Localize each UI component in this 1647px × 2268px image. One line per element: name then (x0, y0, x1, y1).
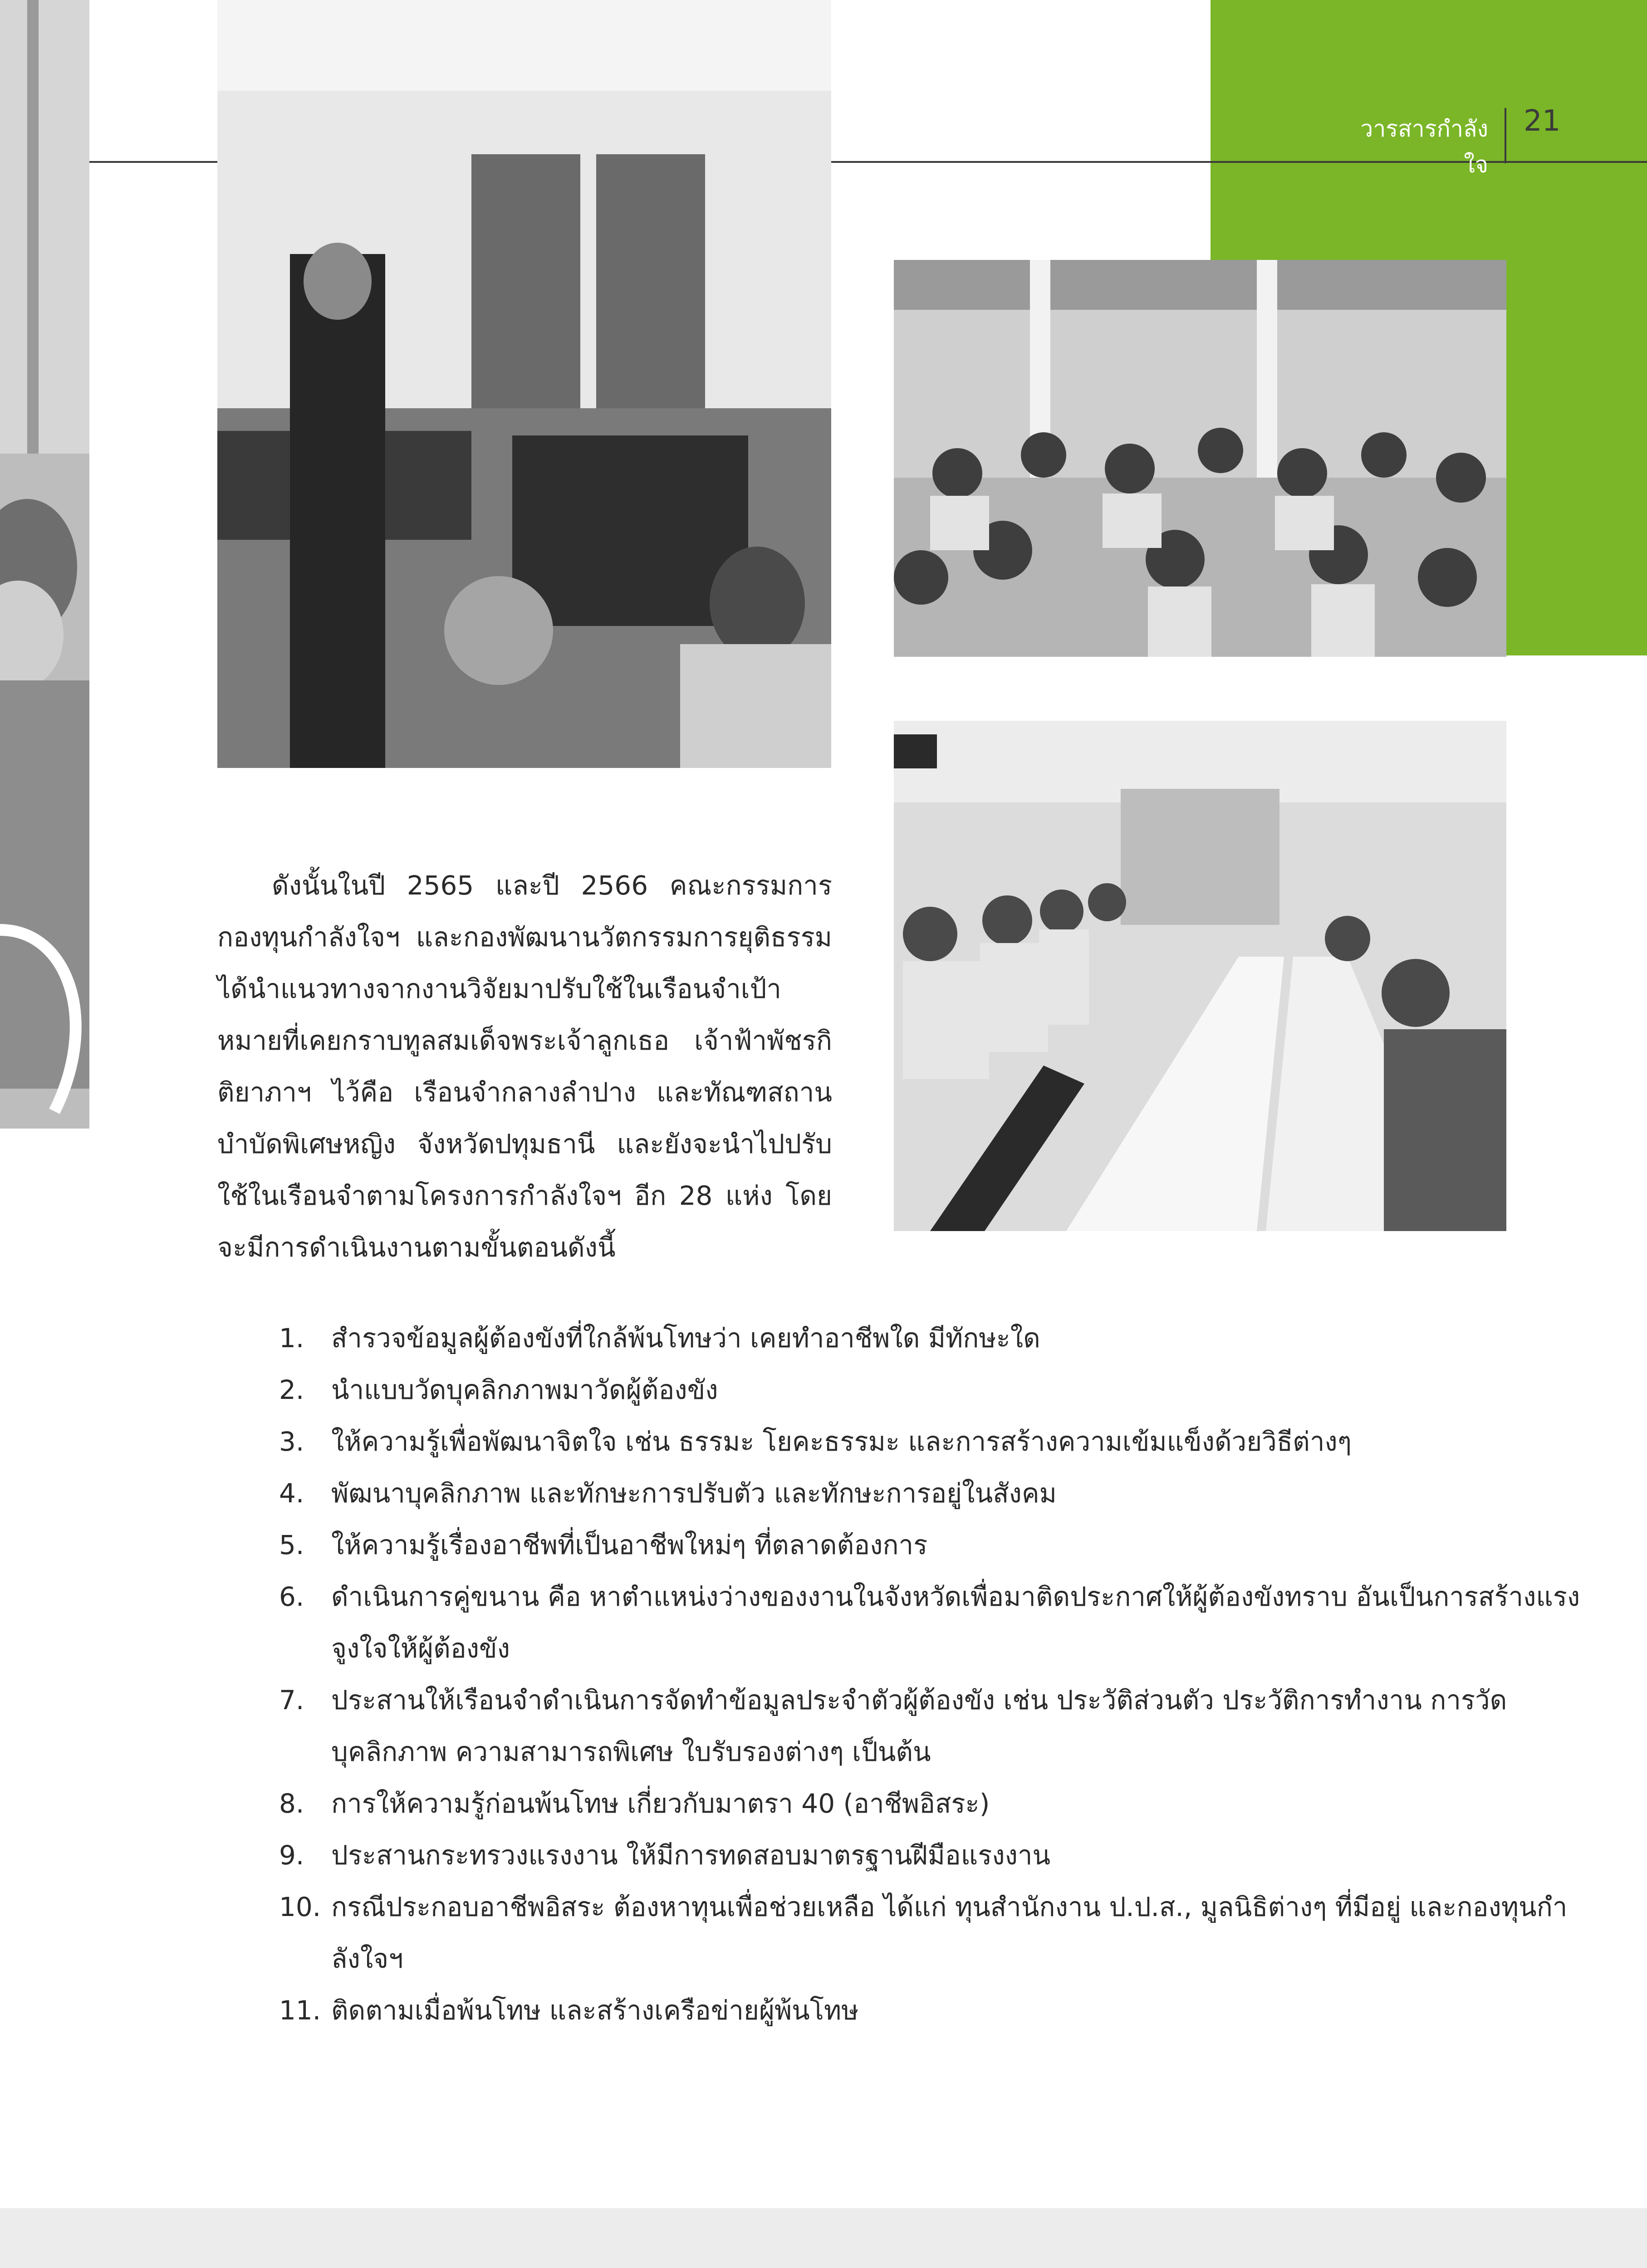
step-number: 10. (279, 1892, 321, 1922)
list-item (279, 1519, 1595, 1571)
step-number: 2. (279, 1374, 304, 1405)
steps-list (279, 1312, 1595, 2036)
step-text: พัฒนาบุคลิกภาพ และทักษะการปรับตัว และทักษะการอยู่ในสังคม (331, 1478, 1057, 1509)
step-number: 4. (279, 1478, 304, 1509)
intro-paragraph: ดังนั้นในปี 2565 และปี 2566 คณะกรรมการกองทุนกำลังใจฯ และกองพัฒนานวัตกรรมการยุติธรรม ได้นำแนวทางจากงานวิจัยมาปรับใช้ในเรือนจำเป้าหมายที่เคยกราบทูลสมเด็จพระเจ้าลูกเธอ เจ้าฟ้าพัชรกิติยาภาฯ ไว้คือ เรือนจำกลางลำปาง และทัณฑสถานบำบัดพิเศษหญิง จังหวัดปทุมธานี และยังจะนำไปปรับใช้ในเรือนจำตามโครงการกำลังใจฯ อีก 28 แห่ง โดยจะมีการดำเนินงานตามขั้นตอนดังนี้ (217, 870, 832, 1263)
magazine-title: วารสารกำลังใจ (1360, 116, 1488, 178)
step-text: ประสานกระทรวงแรงงาน ให้มีการทดสอบมาตรฐานฝีมือแรงงาน (331, 1840, 1051, 1871)
list-item (279, 1571, 1595, 1674)
list-item (279, 1416, 1595, 1467)
list-item (279, 1674, 1595, 1778)
list-item (279, 1312, 1595, 1364)
inmates-seated-gathering-photo (894, 260, 1506, 657)
page-number: 21 (1524, 104, 1561, 138)
officials-visit-office-photo (217, 0, 831, 768)
list-item (279, 1364, 1595, 1416)
step-text: กรณีประกอบอาชีพอิสระ ต้องหาทุนเพื่อช่วยเหลือ ได้แก่ ทุนสำนักงาน ป.ป.ส., มูลนิธิต่างๆ ที่มีอยู่ และกองทุนกำลังใจฯ (331, 1892, 1568, 1974)
step-text: ประสานให้เรือนจำดำเนินการจัดทำข้อมูลประจำตัวผู้ต้องขัง เช่น ประวัติส่วนตัว ประวัติการทำงาน การวัดบุคลิกภาพ ความสามารถพิเศษ ใบรับรองต่างๆ เป็นต้น (331, 1685, 1507, 1767)
step-number: 7. (279, 1685, 304, 1716)
step-number: 6. (279, 1581, 304, 1612)
list-item (279, 1778, 1595, 1829)
step-number: 5. (279, 1530, 304, 1560)
step-text: การให้ความรู้ก่อนพ้นโทษ เกี่ยวกับมาตรา 40 (อาชีพอิสระ) (331, 1788, 990, 1819)
step-text: ให้ความรู้เรื่องอาชีพที่เป็นอาชีพใหม่ๆ ที่ตลาดต้องการ (331, 1530, 928, 1560)
list-item (279, 1467, 1595, 1519)
step-text: ดำเนินการคู่ขนาน คือ หาตำแหน่งว่างของงานในจังหวัดเพื่อมาติดประกาศให้ผู้ต้องขังทราบ อันเป็นการสร้างแรงจูงใจให้ผู้ต้องขัง (331, 1581, 1580, 1664)
footer-band (0, 2208, 1647, 2268)
list-item (279, 1881, 1595, 1984)
step-number: 1. (279, 1323, 304, 1354)
step-number: 9. (279, 1840, 304, 1871)
list-item (279, 1829, 1595, 1881)
step-text: ติดตามเมื่อพ้นโทษ และสร้างเครือข่ายผู้พ้นโทษ (331, 1995, 859, 2026)
step-number: 11. (279, 1995, 321, 2026)
step-number: 3. (279, 1426, 304, 1457)
header-separator (1505, 108, 1506, 163)
committee-meeting-photo (894, 721, 1506, 1231)
left-edge-photo (0, 0, 89, 1129)
step-number: 8. (279, 1788, 304, 1819)
step-text: นำแบบวัดบุคลิกภาพมาวัดผู้ต้องขัง (331, 1374, 718, 1405)
list-item (279, 1984, 1595, 2036)
step-text: ให้ความรู้เพื่อพัฒนาจิตใจ เช่น ธรรมะ โยคะธรรมะ และการสร้างความเข้มแข็งด้วยวิธีต่างๆ (331, 1426, 1352, 1457)
step-text: สำรวจข้อมูลผู้ต้องขังที่ใกล้พ้นโทษว่า เคยทำอาชีพใด มีทักษะใด (331, 1323, 1040, 1354)
